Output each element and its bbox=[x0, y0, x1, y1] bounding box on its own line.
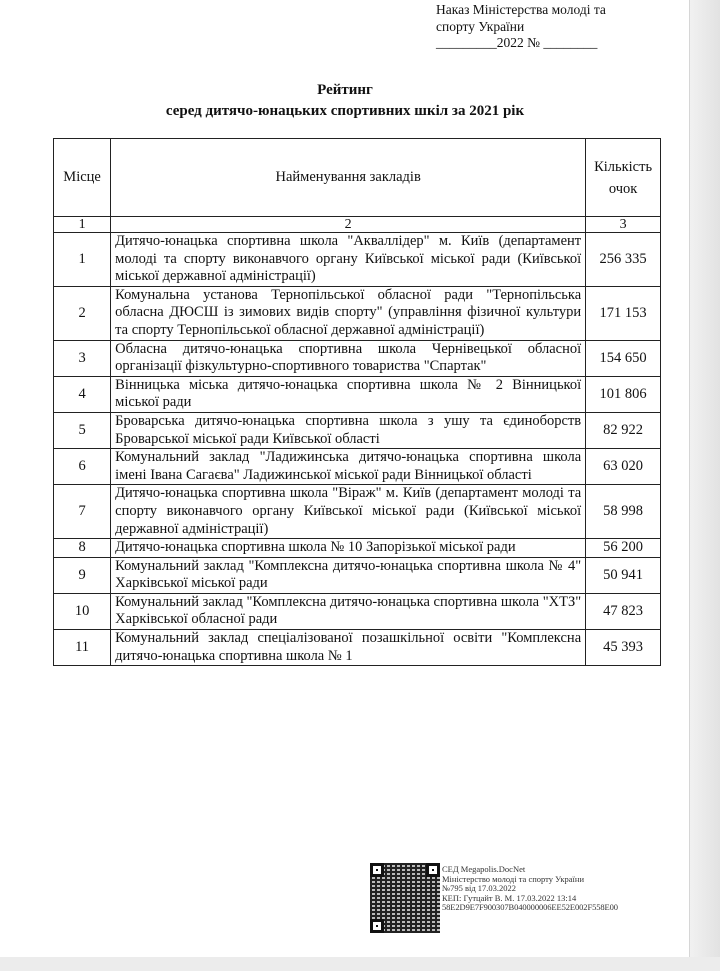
row-school-name: Комунальний заклад спеціалізованої позашкільної освіти "Комплексна дитячо-юнацька спортивна школа № 1 bbox=[111, 630, 586, 666]
row-points: 45 393 bbox=[586, 630, 661, 666]
stamp-signer: КЕП: Гутцайт В. М. 17.03.2022 13:14 bbox=[442, 892, 577, 903]
row-school-name: Комунальний заклад "Комплексна дитячо-юнацька спортивна школа № 4" Харківської міської ради bbox=[111, 557, 586, 593]
table-row bbox=[54, 557, 661, 593]
row-school-name: Дитячо-юнацька спортивна школа "Віраж" м. Київ (департамент молоді та спорту виконавчого органу Київської міської ради (Київської міської державної адміністрації) bbox=[111, 485, 586, 539]
qr-finder-pattern bbox=[370, 919, 384, 933]
row-points: 101 806 bbox=[586, 376, 661, 412]
header-place: Місце bbox=[54, 139, 111, 217]
row-place: 5 bbox=[54, 412, 111, 448]
stamp-organization: Міністерство молоді та спорту України bbox=[442, 873, 585, 884]
row-points: 50 941 bbox=[586, 557, 661, 593]
column-number: 2 bbox=[111, 217, 586, 233]
row-school-name: Комунальна установа Тернопільської обласної ради "Тернопільська обласна ДЮСШ із зимових видів спорту" (управління фізичної культури та спорту Тернопільської обласної державної адміністрації) bbox=[111, 286, 586, 340]
header-points-line2: очок bbox=[608, 180, 638, 197]
row-place: 8 bbox=[54, 539, 111, 558]
row-points: 58 998 bbox=[586, 485, 661, 539]
rating-table bbox=[53, 138, 661, 666]
table-header-row bbox=[54, 139, 661, 217]
table-row bbox=[54, 286, 661, 340]
table-row bbox=[54, 376, 661, 412]
row-school-name: Дитячо-юнацька спортивна школа "Акваллідер" м. Київ (департамент молоді та спорту виконавчого органу Київської міської ради (Київської міської державної адміністрації) bbox=[111, 233, 586, 287]
order-reference-number-line: _________2022 № ________ bbox=[436, 35, 598, 50]
table-row bbox=[54, 233, 661, 287]
table-row bbox=[54, 412, 661, 448]
table-row bbox=[54, 593, 661, 629]
table-row bbox=[54, 485, 661, 539]
order-reference bbox=[436, 2, 666, 52]
qr-code-icon bbox=[370, 863, 440, 933]
row-school-name: Комунальний заклад "Комплексна дитячо-юнацька спортивна школа "ХТЗ" Харківської обласної ради bbox=[111, 593, 586, 629]
row-place: 10 bbox=[54, 593, 111, 629]
header-name: Найменування закладів bbox=[111, 139, 586, 217]
row-place: 11 bbox=[54, 630, 111, 666]
column-number-row bbox=[54, 217, 661, 233]
row-school-name: Броварська дитячо-юнацька спортивна школа з ушу та єдиноборств Броварської міської ради Київської області bbox=[111, 412, 586, 448]
row-points: 256 335 bbox=[586, 233, 661, 287]
stamp-system: СЕД Megapolis.DocNet bbox=[442, 864, 526, 874]
row-school-name: Комунальний заклад "Ладижинська дитячо-юнацька спортивна школа імені Івана Сагаєва" Ладижинської міської ради Вінницької області bbox=[111, 449, 586, 485]
order-reference-line: спорту України bbox=[436, 18, 525, 34]
table-row bbox=[54, 539, 661, 558]
row-school-name: Обласна дитячо-юнацька спортивна школа Чернівецької обласної організації фізкультурно-спортивного товариства "Спартак" bbox=[111, 340, 586, 376]
row-points: 154 650 bbox=[586, 340, 661, 376]
row-points: 171 153 bbox=[586, 286, 661, 340]
signature-info bbox=[442, 865, 682, 913]
row-place: 9 bbox=[54, 557, 111, 593]
row-place: 4 bbox=[54, 376, 111, 412]
row-school-name: Дитячо-юнацька спортивна школа № 10 Запорізької міської ради bbox=[111, 539, 586, 558]
page-edge-shadow bbox=[689, 0, 720, 971]
table-row bbox=[54, 340, 661, 376]
row-school-name: Вінницька міська дитячо-юнацька спортивна школа № 2 Вінницької міської ради bbox=[111, 376, 586, 412]
stamp-hash: 58E2D9E7F900307B040000006EE52E002F558E00 bbox=[442, 902, 618, 913]
column-number: 1 bbox=[54, 217, 111, 233]
table-row bbox=[54, 449, 661, 485]
qr-finder-pattern bbox=[370, 863, 384, 877]
row-place: 6 bbox=[54, 449, 111, 485]
row-place: 7 bbox=[54, 485, 111, 539]
row-place: 3 bbox=[54, 340, 111, 376]
row-points: 63 020 bbox=[586, 449, 661, 485]
column-number: 3 bbox=[586, 217, 661, 233]
header-points-line1: Кількість bbox=[594, 158, 653, 175]
document-title: Рейтинг bbox=[317, 82, 373, 98]
header-points bbox=[586, 139, 661, 217]
row-points: 82 922 bbox=[586, 412, 661, 448]
document-subtitle: серед дитячо-юнацьких спортивних шкіл за 2021 рік bbox=[165, 103, 525, 119]
row-points: 47 823 bbox=[586, 593, 661, 629]
page-bottom-edge bbox=[0, 957, 720, 971]
qr-finder-pattern bbox=[426, 863, 440, 877]
order-reference-line: Наказ Міністерства молоді та bbox=[436, 2, 606, 17]
stamp-registration: №795 від 17.03.2022 bbox=[442, 883, 517, 894]
row-place: 2 bbox=[54, 286, 111, 340]
row-place: 1 bbox=[54, 233, 111, 287]
table-row bbox=[54, 630, 661, 666]
row-points: 56 200 bbox=[586, 539, 661, 558]
